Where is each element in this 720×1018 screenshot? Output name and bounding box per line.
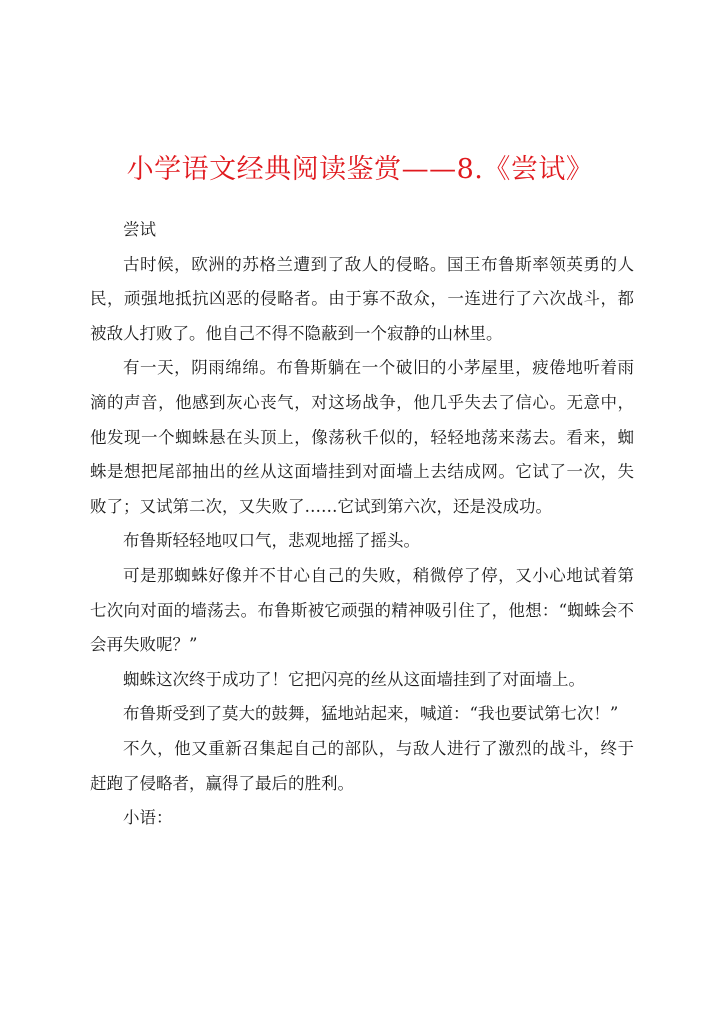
body-paragraph: 有一天，阴雨绵绵。布鲁斯躺在一个破旧的小茅屋里，疲倦地听着雨滴的声音，他感到灰心丧气，对这场战争，他几乎失去了信心。无意中，他发现一个蜘蛛悬在头顶上，像荡秋千似的，轻轻地荡来荡去。看来，蜘蛛是想把尾部抽出的丝从这面墙挂到对面墙上去结成网。它试了一次，失败了；又试第二次，又失败了……它试到第六次，还是没成功。 [90, 358, 634, 516]
body-paragraph: 布鲁斯受到了莫大的鼓舞，猛地站起来，喊道：“我也要试第七次！” [123, 704, 619, 724]
body-paragraph: 不久，他又重新召集起自己的部队，与敌人进行了激烈的战斗，终于赶跑了侵略者，赢得了最后的胜利。 [90, 738, 634, 793]
section-heading: 尝试 [123, 220, 156, 239]
body-paragraph: 布鲁斯轻轻地叹口气，悲观地摇了摇头。 [123, 531, 420, 551]
body-paragraph: 古时候，欧洲的苏格兰遭到了敌人的侵略。国王布鲁斯率领英勇的人民，顽强地抵抗凶恶的侵略者。由于寡不敌众，一连进行了六次战斗，都被敌人打败了。他自己不得不隐蔽到一个寂静的山林里。 [90, 254, 634, 343]
commentary-heading: 小语： [123, 808, 173, 828]
body-paragraph: 可是那蜘蛛好像并不甘心自己的失败，稍微停了停，又小心地试着第七次向对面的墙荡去。布鲁斯被它顽强的精神吸引住了，他想：“蜘蛛会不会再失败呢？” [90, 565, 634, 655]
document-title: 小学语文经典阅读鉴赏——8.《尝试》 [126, 154, 594, 185]
body-paragraph: 蜘蛛这次终于成功了！它把闪亮的丝从这面墙挂到了对面墙上。 [123, 669, 585, 689]
document-body [90, 213, 634, 836]
